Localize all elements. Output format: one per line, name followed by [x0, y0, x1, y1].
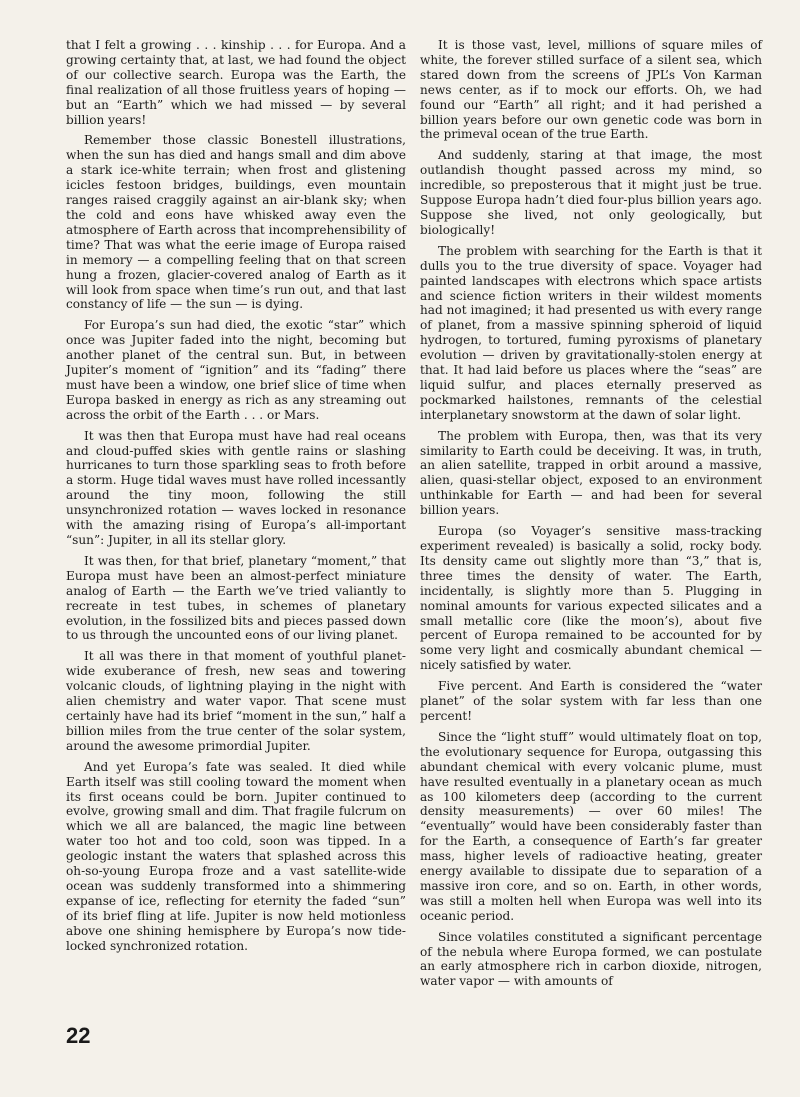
paragraph: that I felt a growing . . . kinship . . . for Europa. And a growing certainty that, at last, we had found the object of our collective search. Europa was the Earth, the final realization of all those fruitless years of hoping — but an “Earth” which we had missed — by several billion years! [66, 38, 406, 127]
page-number: 22 [66, 1023, 91, 1048]
paragraph: And suddenly, staring at that image, the most outlandish thought passed across my mind, so incredible, so preposterous that it might just be true. Suppose Europa hadn’t died four-plus billion years ago. Suppose she lived, not only geologically, but biologically! [420, 148, 762, 237]
paragraph: Remember those classic Bonestell illustrations, when the sun has died and hangs small and dim above a stark ice-white terrain; when frost and glistening icicles festoon bridges, buildings, even mountain ranges raised craggily against an air-blank sky; when the cold and eons have whisked away even the atmosphere of Earth across that incomprehensibility of time? That was what the eerie image of Europa raised in memory — a compelling feeling that on that screen hung a frozen, glacier-covered analog of Earth as it will look from space when time’s run out, and that last constancy of life — the sun — is dying. [66, 133, 406, 312]
paragraph: The problem with Europa, then, was that its very similarity to Earth could be deceiving. It was, in truth, an alien satellite, trapped in orbit around a massive, alien, quasi-stellar object, exposed to an environment unthinkable for Earth — and had been for several billion years. [420, 428, 762, 518]
paragraph: Since the “light stuff” would ultimately float on top, the evolutionary sequence for Europa, outgassing this abundant chemical with every volcanic plume, must have resulted eventually in a planetary ocean as much as 100 kilometers deep (according to the current density measurements) — over 60 miles! The “eventually” would have been considerably faster than for the Earth, a consequence of Earth’s far greater mass, higher levels of radioactive heating, greater energy available to dissipate due to separation of a massive iron core, and so on. Earth, in other words, was still a molten hell when Europa was well into its oceanic period. [420, 729, 762, 923]
left-column [66, 38, 406, 959]
paragraph: It all was there in that moment of youthful planet-wide exuberance of fresh, new seas and towering volcanic clouds, of lightning playing in the night with alien chemistry and water vapor. That scene must certainly have had its brief “moment in the sun,” half a billion miles from the true center of the solar system, around the awesome primordial Jupiter. [66, 649, 406, 753]
paragraph: Five percent. And Earth is considered the “water planet” of the solar system with far less than one percent! [420, 679, 762, 723]
paragraph: It was then that Europa must have had real oceans and cloud-puffed skies with gentle rains or slashing hurricanes to turn those sparkling seas to froth before a storm. Huge tidal waves must have rolled incessantly around the tiny moon, following the still unsynchronized rotation — waves locked in resonance with the amazing rising of Europa’s all-important “sun”: Jupiter, in all its stellar glory. [66, 428, 406, 547]
right-column [420, 38, 762, 995]
paragraph: For Europa’s sun had died, the exotic “star” which once was Jupiter faded into the night, becoming but another planet of the central sun. But, in between Jupiter’s moment of “ignition” and its “fading” there must have been a window, one brief slice of time when Europa basked in energy as rich as any streaming out across the orbit of the Earth . . . or Mars. [66, 318, 406, 422]
paragraph: Europa (so Voyager’s sensitive mass-tracking experiment revealed) is basically a solid, rocky body. Its density came out slightly more than “3,” that is, three times the density of water. The Earth, incidentally, is slightly more than 5. Plugging in nominal amounts for various expected silicates and a small metallic core (like the moon’s), about five percent of Europa remained to be accounted for by some very light and cosmically abundant chemical — nicely satisfied by water. [420, 524, 762, 673]
paragraph: It is those vast, level, millions of square miles of white, the forever stilled surface of a silent sea, which stared down from the screens of JPL’s Von Karman news center, as if to mock our efforts. Oh, we had found our “Earth” all right; and it had perished a billion years before our own genetic code was born in the primeval ocean of the true Earth. [420, 38, 762, 142]
paragraph: It was then, for that brief, planetary “moment,” that Europa must have been an almost-perfect miniature analog of Earth — the Earth we’ve tried valiantly to recreate in test tubes, in schemes of planetary evolution, in the fossilized bits and pieces passed down to us through the uncounted eons of our living planet. [66, 553, 406, 643]
paragraph: Since volatiles constituted a significant percentage of the nebula where Europa formed, we can postulate an early atmosphere rich in carbon dioxide, nitrogen, water vapor — with amounts of [420, 929, 762, 989]
paragraph: The problem with searching for the Earth is that it dulls you to the true diversity of space. Voyager had painted landscapes with electrons which space artists and science fiction writers in their wildest moments had not imagined; it had presented us with every range of planet, from a massive spinning spheroid of liquid hydrogen, to tortured, fuming pyroxisms of planetary evolution — driven by gravitationally-stolen energy at that. It had laid before us places where the “seas” are liquid sulfur, and places eternally preserved as pockmarked hailstones, remnants of the celestial interplanetary snowstorm at the dawn of solar light. [420, 243, 762, 422]
paragraph: And yet Europa’s fate was sealed. It died while Earth itself was still cooling toward the moment when its first oceans could be born. Jupiter continued to evolve, growing small and dim. That fragile fulcrum on which we all are balanced, the magic line between water too hot and too cold, soon was tipped. In a geologic instant the waters that splashed across this oh-so-young Europa froze and a vast satellite-wide ocean was suddenly transformed into a shimmering expanse of ice, reflecting for eternity the faded “sun” of its brief fling at life. Jupiter is now held motionless above one shining hemisphere by Europa’s now tide-locked synchronized rotation. [66, 759, 406, 953]
